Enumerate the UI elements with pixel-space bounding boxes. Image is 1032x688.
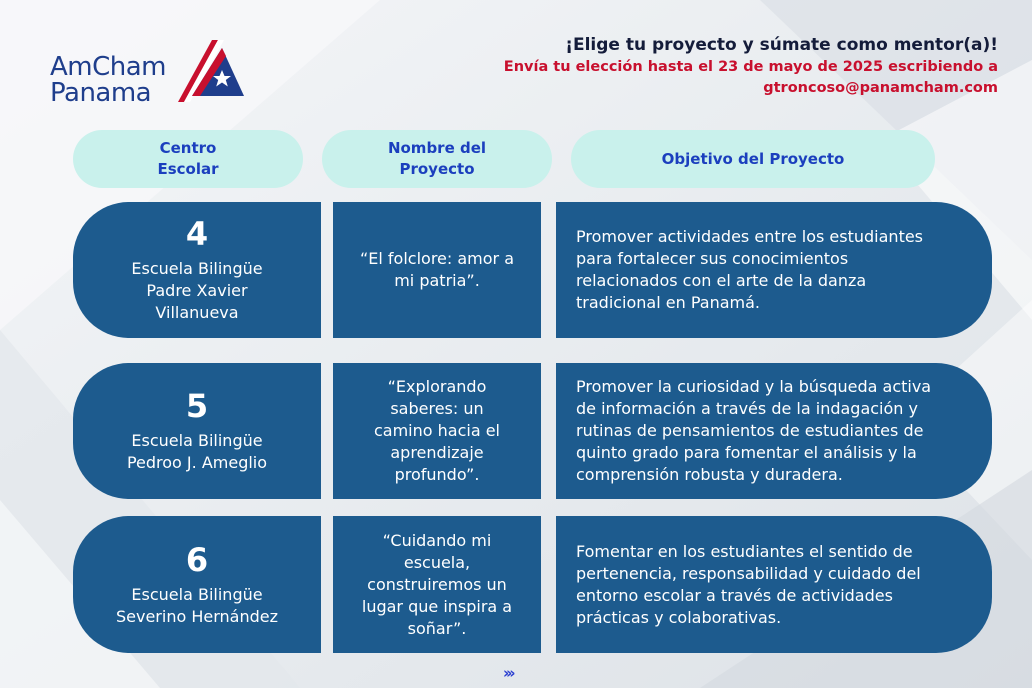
- contact-email: gtroncoso@panamcham.com: [763, 80, 998, 96]
- row-4-school-cell: [73, 202, 321, 338]
- row-6-project-line-2: escuela,: [403, 552, 471, 572]
- row-5-objective-line-5: comprensión robusta y duradera.: [576, 465, 843, 484]
- row-5-project-cell: [333, 363, 541, 499]
- row-5-objective-line-4: quinto grado para fomentar el análisis y la: [576, 443, 917, 462]
- row-6-objective-line-3: entorno escolar a través de actividades: [576, 585, 893, 605]
- row-4-school-line-2: Padre Xavier: [146, 281, 248, 300]
- column-header-school-line-2: Escolar: [157, 160, 219, 178]
- column-header-project: [322, 130, 552, 188]
- logo-wordmark: [50, 54, 166, 106]
- row-4-project-line-1: “El folclore: amor a: [359, 249, 515, 268]
- column-header-school-line-1: Centro: [159, 139, 217, 157]
- row-5-objective-line-2: de información a través de la indagación y: [576, 399, 918, 418]
- column-header-school: [73, 130, 303, 188]
- row-5-objective-line-1: Promover la curiosidad y la búsqueda activa: [576, 377, 932, 396]
- row-4-objective-line-2: para fortalecer sus conocimientos: [576, 249, 849, 268]
- row-4-objective-line-1: Promover actividades entre los estudiantes: [576, 227, 924, 246]
- row-6-project-line-3: construiremos un: [367, 574, 507, 594]
- row-5-school-line-2: Pedroo J. Ameglio: [126, 453, 268, 472]
- row-6-school-line-1: Escuela Bilingüe: [131, 584, 263, 604]
- row-5-school-cell: [73, 363, 321, 499]
- column-header-project-line-1: Nombre del: [387, 139, 487, 157]
- row-4-project-line-2: mi patria”.: [394, 271, 480, 290]
- logo-line-1: AmCham: [50, 52, 167, 82]
- next-chevrons-icon[interactable]: ›››: [503, 664, 513, 682]
- row-6-project-line-1: “Cuidando mi: [382, 530, 492, 550]
- row-5-objective-cell: [556, 363, 992, 499]
- column-header-objective: [571, 130, 935, 188]
- row-6-objective-line-1: Fomentar en los estudiantes el sentido de: [576, 541, 913, 561]
- row-6-project-line-5: soñar”.: [407, 618, 467, 638]
- row-5-objective-line-3: rutinas de pensamientos de estudiantes de: [576, 421, 924, 440]
- row-6-objective-line-4: prácticas y colaborativas.: [576, 607, 782, 627]
- row-4-objective-cell: [556, 202, 992, 338]
- row-6-project-cell: [333, 516, 541, 653]
- row-4-school-line-3: Villanueva: [155, 303, 239, 322]
- row-5-project-line-4: aprendizaje: [390, 443, 484, 462]
- column-header-project-line-2: Proyecto: [399, 160, 475, 178]
- row-6-objective-cell: [556, 516, 992, 653]
- deadline-text: Envía tu elección hasta el 23 de mayo de 2025 escribiendo a: [503, 59, 998, 75]
- column-header-objective-label: Objetivo del Proyecto: [661, 149, 845, 168]
- row-4-number: 4: [185, 215, 209, 253]
- row-5-number: 5: [185, 387, 209, 425]
- row-4-objective-line-3: relacionados con el arte de la danza: [576, 271, 867, 290]
- page-header: [504, 33, 998, 99]
- row-5-project-line-1: “Explorando: [387, 377, 487, 396]
- row-5-project-line-2: saberes: un: [390, 399, 484, 418]
- row-5-project-line-5: profundo”.: [394, 465, 480, 484]
- row-5-school-line-1: Escuela Bilingüe: [131, 431, 263, 450]
- row-5-project-line-3: camino hacia el: [373, 421, 500, 440]
- row-4-objective-line-4: tradicional en Panamá.: [576, 293, 760, 312]
- row-4-school-line-1: Escuela Bilingüe: [131, 259, 263, 278]
- logo-line-2: Panama: [50, 78, 152, 108]
- row-6-school-cell: [73, 516, 321, 653]
- page-title: ¡Elige tu proyecto y súmate como mentor(a)!: [565, 35, 998, 55]
- row-4-project-cell: [333, 202, 541, 338]
- amcham-logo: [50, 40, 250, 110]
- row-6-project-line-4: lugar que inspira a: [361, 596, 513, 616]
- logo-star-icon: [178, 40, 248, 104]
- row-6-objective-line-2: pertenencia, responsabilidad y cuidado del: [576, 563, 921, 583]
- row-6-number: 6: [185, 540, 209, 579]
- row-6-school-line-2: Severino Hernández: [115, 606, 278, 626]
